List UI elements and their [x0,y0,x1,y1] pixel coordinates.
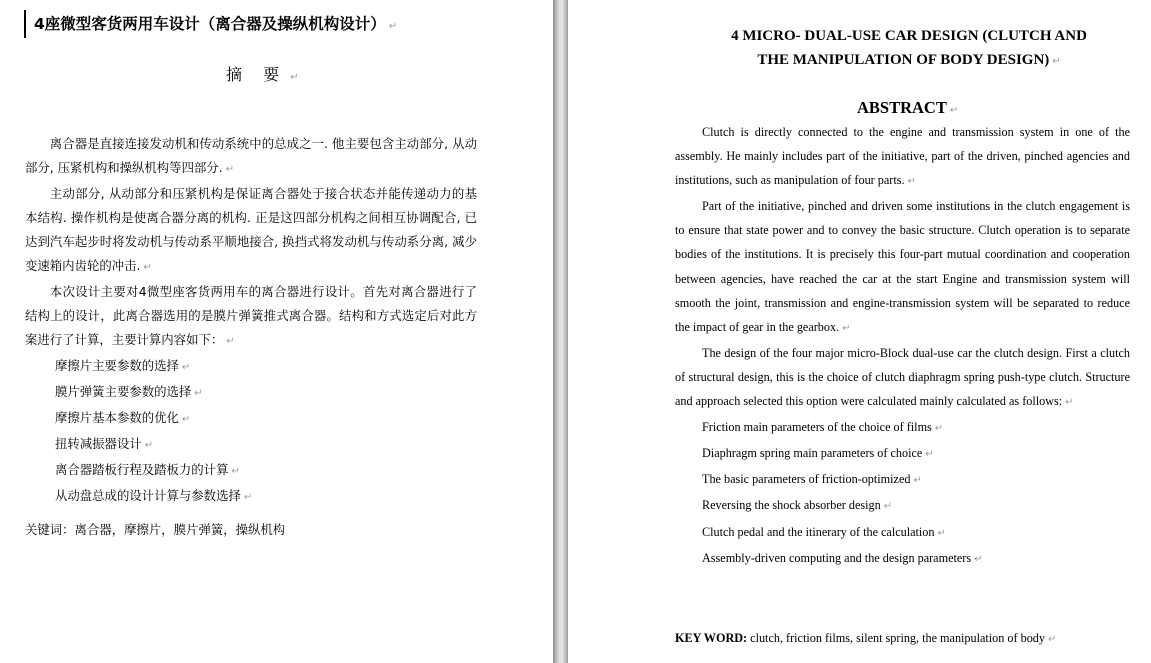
english-list-item: Clutch pedal and the itinerary of the calculation ↵ [702,524,946,539]
english-abstract-title: ABSTRACT ↵ [857,98,959,117]
paragraph-mark-icon: ↵ [913,475,922,487]
paragraph-mark-icon: ↵ [388,21,398,32]
paragraph-mark-icon: ↵ [937,527,946,539]
paragraph-mark-icon: ↵ [1065,397,1074,409]
chinese-list-item: 膜片弹簧主要参数的选择 ↵ [55,384,203,399]
paragraph-mark-icon: ↵ [181,362,191,373]
english-title-line: THE MANIPULATION OF BODY DESIGN) ↵ [757,52,1061,68]
english-paragraph: Part of the initiative, pinched and driven some institutions in the clutch engagement is to ensure that state power and to convey the basic structure. Clutch operation is to separate bodies of the institutions. It is precisely this four-part mutual coordination and cooperation between agencies, have reached the car at the start Engine and transmission system will smooth the joint, transmission and engine-transmission system will be separated to reduce the impact of gear in the gearbox. ↵ [675,199,1130,334]
paragraph-mark-icon: ↵ [1048,634,1057,645]
english-keywords [675,626,1056,652]
english-list-item: Assembly-driven computing and the design parameters ↵ [702,550,983,565]
chinese-paragraph: 主动部分, 从动部分和压紧机构是保证离合器处于接合状态并能传递动力的基本结构. 操作机构是使离合器分离的机构. 正是这四部分机构之间相互协调配合, 已达到汽车起步时将发动机与传动系平顺地接合, 换挡式将发动机与传动系分离, 减少变速箱内齿轮的冲击. ↵ [25,186,477,273]
paragraph-mark-icon: ↵ [225,164,235,175]
chinese-abstract-body [25,132,477,510]
english-paragraph: Clutch is directly connected to the engine and transmission system in one of the assembly. He mainly includes part of the initiative, part of the driven, pinched agencies and institutions, such as manipulation of four parts. ↵ [675,125,1130,188]
paragraph-mark-icon: ↵ [883,501,893,513]
paragraph-mark-icon: ↵ [290,72,307,83]
paragraph-mark-icon: ↵ [231,466,240,477]
chinese-list-item: 摩擦片基本参数的优化 ↵ [55,410,191,425]
left-page-chinese [0,0,553,663]
page-gutter-divider [553,0,568,663]
paragraph-mark-icon: ↵ [144,440,154,451]
chinese-paragraph: 离合器是直接连接发动机和传动系统中的总成之一. 他主要包含主动部分, 从动部分, 压紧机构和操纵机构等四部分. ↵ [25,136,477,175]
chinese-list-item: 摩擦片主要参数的选择 ↵ [55,358,191,373]
english-title-line: 4 MICRO- DUAL-USE CAR DESIGN (CLUTCH AND [731,28,1087,44]
english-list-item: Diaphragm spring main parameters of choice ↵ [702,446,934,461]
paragraph-mark-icon: ↵ [1052,56,1061,67]
paragraph-mark-icon: ↵ [925,449,934,461]
english-abstract-body [675,120,1130,572]
paragraph-mark-icon: ↵ [181,414,191,425]
paragraph-mark-icon: ↵ [194,388,203,399]
chinese-list-item: 扭转减振器设计 ↵ [55,436,154,451]
paragraph-mark-icon: ↵ [226,336,235,347]
right-page-english [568,0,1151,663]
chinese-document-header [24,10,397,38]
chinese-abstract-title: 摘 要 ↵ [226,65,307,84]
paragraph-mark-icon: ↵ [934,423,944,435]
paragraph-mark-icon: ↵ [907,176,916,188]
paragraph-mark-icon: ↵ [842,322,851,334]
english-list-item: Reversing the shock absorber design ↵ [702,498,893,513]
english-document-title [674,24,1144,74]
english-list-item: Friction main parameters of the choice of films ↵ [702,420,944,435]
chinese-paragraph: 本次设计主要对4微型座客货两用车的离合器进行设计。首先对离合器进行了结构上的设计，此离合器选用的是膜片弹簧推式离合器。结构和方式选定后对此方案进行了计算，主要计算内容如下： ↵ [25,284,477,347]
paragraph-mark-icon: ↵ [243,492,253,503]
chinese-keywords: 关键词：离合器，摩擦片，膜片弹簧，操纵机构 [25,522,286,537]
keywords-text: clutch, friction films, silent spring, the manipulation of body [750,631,1045,645]
keywords-label: KEY WORD: [675,631,748,645]
english-list-item: The basic parameters of friction-optimized ↵ [702,472,922,487]
chinese-list-item: 从动盘总成的设计计算与参数选择 ↵ [55,488,253,503]
paragraph-mark-icon: ↵ [143,262,152,273]
paragraph-mark-icon: ↵ [974,553,983,565]
chinese-header-text: 4座微型客货两用车设计（离合器及操纵机构设计） [34,15,386,33]
paragraph-mark-icon: ↵ [949,105,959,116]
chinese-list-item: 离合器踏板行程及踏板力的计算 ↵ [55,462,240,477]
english-paragraph: The design of the four major micro-Block dual-use car the clutch design. First a clutch of structural design, this is the choice of clutch diaphragm spring push-type clutch. Structure and approach selected this option were calculated mainly calculated as follows: ↵ [675,345,1130,409]
